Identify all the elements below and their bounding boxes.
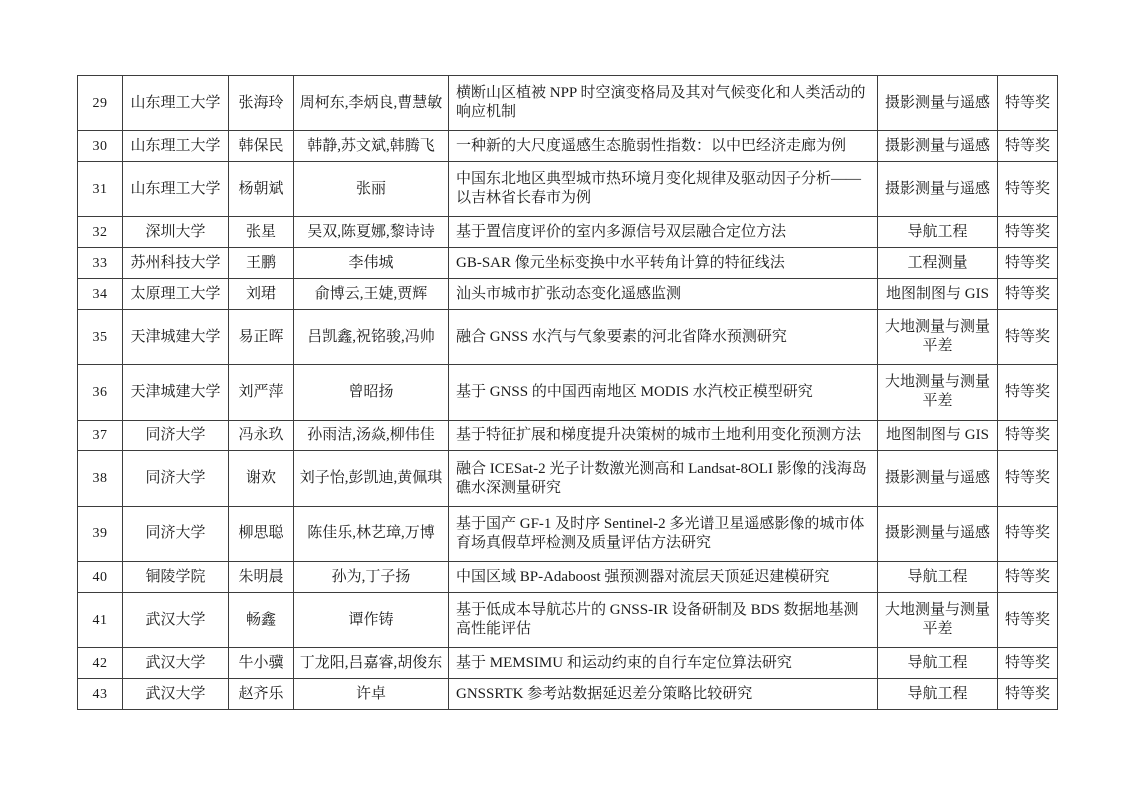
cell-category: 导航工程 <box>878 562 998 593</box>
cell-university: 武汉大学 <box>123 648 229 679</box>
table-row <box>78 217 1058 248</box>
table-row <box>78 679 1058 710</box>
cell-university: 太原理工大学 <box>123 279 229 310</box>
cell-row-number: 42 <box>78 648 123 679</box>
table-row <box>78 310 1058 365</box>
cell-row-number: 33 <box>78 248 123 279</box>
cell-paper-title: GB-SAR 像元坐标变换中水平转角计算的特征线法 <box>449 248 878 279</box>
cell-row-number: 38 <box>78 451 123 506</box>
cell-row-number: 41 <box>78 592 123 647</box>
cell-paper-title: 横断山区植被 NPP 时空演变格局及其对气候变化和人类活动的响应机制 <box>449 76 878 131</box>
table-row <box>78 365 1058 420</box>
cell-row-number: 37 <box>78 420 123 451</box>
table-row <box>78 162 1058 217</box>
cell-paper-title: 中国区域 BP-Adaboost 强预测器对流层天顶延迟建模研究 <box>449 562 878 593</box>
cell-coauthors: 吴双,陈夏娜,黎诗诗 <box>294 217 449 248</box>
table-row <box>78 648 1058 679</box>
award-table-body <box>78 76 1058 710</box>
table-row <box>78 279 1058 310</box>
cell-advisor: 牛小骥 <box>229 648 294 679</box>
cell-row-number: 35 <box>78 310 123 365</box>
cell-university: 同济大学 <box>123 506 229 561</box>
cell-category: 摄影测量与遥感 <box>878 131 998 162</box>
cell-advisor: 韩保民 <box>229 131 294 162</box>
cell-row-number: 31 <box>78 162 123 217</box>
cell-paper-title: 融合 GNSS 水汽与气象要素的河北省降水预测研究 <box>449 310 878 365</box>
table-row <box>78 592 1058 647</box>
cell-row-number: 32 <box>78 217 123 248</box>
cell-award: 特等奖 <box>998 217 1058 248</box>
cell-award: 特等奖 <box>998 420 1058 451</box>
cell-award: 特等奖 <box>998 506 1058 561</box>
cell-award: 特等奖 <box>998 365 1058 420</box>
cell-coauthors: 刘子怡,彭凯迪,黄佩琪 <box>294 451 449 506</box>
cell-paper-title: GNSSRTK 参考站数据延迟差分策略比较研究 <box>449 679 878 710</box>
cell-coauthors: 孙雨洁,汤焱,柳伟佳 <box>294 420 449 451</box>
cell-award: 特等奖 <box>998 248 1058 279</box>
cell-advisor: 赵齐乐 <box>229 679 294 710</box>
cell-university: 天津城建大学 <box>123 365 229 420</box>
cell-award: 特等奖 <box>998 76 1058 131</box>
cell-award: 特等奖 <box>998 648 1058 679</box>
cell-advisor: 柳思聪 <box>229 506 294 561</box>
cell-award: 特等奖 <box>998 310 1058 365</box>
cell-coauthors: 许卓 <box>294 679 449 710</box>
table-row <box>78 131 1058 162</box>
cell-coauthors: 陈佳乐,林艺璋,万博 <box>294 506 449 561</box>
cell-university: 同济大学 <box>123 451 229 506</box>
cell-advisor: 刘严萍 <box>229 365 294 420</box>
cell-university: 深圳大学 <box>123 217 229 248</box>
cell-paper-title: 基于国产 GF-1 及时序 Sentinel-2 多光谱卫星遥感影像的城市体育场真假草坪检测及质量评估方法研究 <box>449 506 878 561</box>
cell-paper-title: 基于 MEMSIMU 和运动约束的自行车定位算法研究 <box>449 648 878 679</box>
cell-paper-title: 基于低成本导航芯片的 GNSS-IR 设备研制及 BDS 数据地基测高性能评估 <box>449 592 878 647</box>
cell-university: 山东理工大学 <box>123 131 229 162</box>
table-row <box>78 420 1058 451</box>
cell-coauthors: 吕凯鑫,祝铭骏,冯帅 <box>294 310 449 365</box>
cell-university: 山东理工大学 <box>123 76 229 131</box>
cell-row-number: 40 <box>78 562 123 593</box>
cell-award: 特等奖 <box>998 592 1058 647</box>
cell-paper-title: 基于置信度评价的室内多源信号双层融合定位方法 <box>449 217 878 248</box>
cell-university: 铜陵学院 <box>123 562 229 593</box>
cell-category: 导航工程 <box>878 648 998 679</box>
cell-row-number: 34 <box>78 279 123 310</box>
cell-award: 特等奖 <box>998 131 1058 162</box>
cell-award: 特等奖 <box>998 562 1058 593</box>
cell-paper-title: 一种新的大尺度遥感生态脆弱性指数：以中巴经济走廊为例 <box>449 131 878 162</box>
cell-category: 摄影测量与遥感 <box>878 451 998 506</box>
cell-category: 大地测量与测量平差 <box>878 592 998 647</box>
cell-category: 导航工程 <box>878 679 998 710</box>
cell-coauthors: 韩静,苏文斌,韩腾飞 <box>294 131 449 162</box>
cell-advisor: 张海玲 <box>229 76 294 131</box>
cell-university: 武汉大学 <box>123 679 229 710</box>
cell-coauthors: 孙为,丁子扬 <box>294 562 449 593</box>
cell-paper-title: 融合 ICESat-2 光子计数激光测高和 Landsat-8OLI 影像的浅海岛礁水深测量研究 <box>449 451 878 506</box>
cell-advisor: 杨朝斌 <box>229 162 294 217</box>
cell-category: 大地测量与测量平差 <box>878 365 998 420</box>
table-row <box>78 506 1058 561</box>
cell-advisor: 王鹏 <box>229 248 294 279</box>
table-row <box>78 248 1058 279</box>
cell-award: 特等奖 <box>998 451 1058 506</box>
cell-coauthors: 丁龙阳,吕嘉睿,胡俊东 <box>294 648 449 679</box>
cell-advisor: 刘珺 <box>229 279 294 310</box>
cell-university: 武汉大学 <box>123 592 229 647</box>
cell-coauthors: 周柯东,李炳良,曹慧敏 <box>294 76 449 131</box>
cell-university: 天津城建大学 <box>123 310 229 365</box>
cell-coauthors: 谭作铸 <box>294 592 449 647</box>
cell-category: 工程测量 <box>878 248 998 279</box>
cell-coauthors: 李伟城 <box>294 248 449 279</box>
cell-advisor: 朱明晨 <box>229 562 294 593</box>
table-row <box>78 76 1058 131</box>
cell-category: 地图制图与 GIS <box>878 279 998 310</box>
cell-row-number: 43 <box>78 679 123 710</box>
cell-advisor: 张星 <box>229 217 294 248</box>
cell-advisor: 冯永玖 <box>229 420 294 451</box>
cell-advisor: 易正晖 <box>229 310 294 365</box>
cell-category: 摄影测量与遥感 <box>878 506 998 561</box>
cell-paper-title: 汕头市城市扩张动态变化遥感监测 <box>449 279 878 310</box>
cell-row-number: 36 <box>78 365 123 420</box>
cell-coauthors: 俞博云,王婕,贾辉 <box>294 279 449 310</box>
cell-university: 同济大学 <box>123 420 229 451</box>
cell-coauthors: 张丽 <box>294 162 449 217</box>
cell-university: 山东理工大学 <box>123 162 229 217</box>
cell-advisor: 谢欢 <box>229 451 294 506</box>
cell-row-number: 29 <box>78 76 123 131</box>
table-row <box>78 451 1058 506</box>
cell-paper-title: 基于 GNSS 的中国西南地区 MODIS 水汽校正模型研究 <box>449 365 878 420</box>
cell-row-number: 30 <box>78 131 123 162</box>
cell-category: 摄影测量与遥感 <box>878 76 998 131</box>
cell-category: 大地测量与测量平差 <box>878 310 998 365</box>
cell-paper-title: 基于特征扩展和梯度提升决策树的城市土地利用变化预测方法 <box>449 420 878 451</box>
table-row <box>78 562 1058 593</box>
cell-category: 摄影测量与遥感 <box>878 162 998 217</box>
cell-category: 导航工程 <box>878 217 998 248</box>
cell-coauthors: 曾昭扬 <box>294 365 449 420</box>
cell-row-number: 39 <box>78 506 123 561</box>
cell-advisor: 畅鑫 <box>229 592 294 647</box>
cell-university: 苏州科技大学 <box>123 248 229 279</box>
cell-award: 特等奖 <box>998 279 1058 310</box>
cell-category: 地图制图与 GIS <box>878 420 998 451</box>
cell-award: 特等奖 <box>998 162 1058 217</box>
award-list-table <box>77 75 1058 710</box>
cell-paper-title: 中国东北地区典型城市热环境月变化规律及驱动因子分析——以吉林省长春市为例 <box>449 162 878 217</box>
cell-award: 特等奖 <box>998 679 1058 710</box>
